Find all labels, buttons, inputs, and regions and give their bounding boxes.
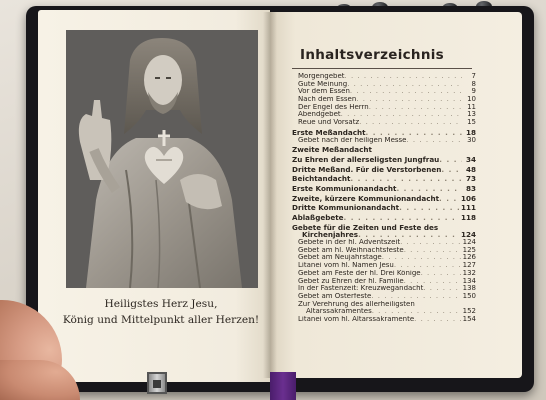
toc-leader-dots (406, 137, 462, 145)
toc-entry-label: Litanei vom hl. Altarssakramente (298, 315, 415, 323)
toc-entry-label: Gebete für die Zeiten und Feste des (292, 223, 439, 232)
toc-entry-page: 30 (467, 136, 476, 144)
toc-leader-dots (439, 156, 462, 164)
toc-entry (292, 224, 476, 232)
toc-leader-dots (356, 96, 462, 104)
toc-entry-label: Gute Meinung (298, 80, 348, 88)
toc-entry-page: 124 (462, 239, 476, 247)
toc-entry-label: Zweite, kürzere Kommunionandacht (292, 194, 440, 203)
toc-entry-label: Gebet am Feste der hl. Drei Könige (298, 269, 421, 277)
toc-leader-dots (358, 231, 459, 239)
toc-leader-dots (394, 262, 461, 270)
toc-leader-dots (441, 166, 462, 174)
toc-entry-page: 15 (467, 119, 476, 127)
toc-entry-page: 83 (465, 184, 476, 193)
toc-entry-page: 124 (460, 231, 476, 240)
toc-entry-label: Ablaßgebete (292, 214, 344, 222)
toc-leader-dots (400, 239, 461, 247)
toc-entry-label: Erste Meßandacht (292, 128, 366, 137)
toc-entry-label: Gebet am Neujahrstage (298, 254, 382, 262)
table-of-contents (292, 73, 476, 324)
toc-entry (292, 185, 476, 193)
toc-entry-page: 150 (462, 292, 476, 300)
toc-leader-dots (404, 278, 461, 286)
toc-entry-label: Zu Ehren der allerseligsten Jungfrau (292, 155, 440, 164)
toc-entry (292, 73, 476, 81)
toc-entry (292, 156, 476, 164)
toc-entry (292, 278, 476, 286)
toc-entry-page: 73 (465, 175, 476, 183)
sacred-heart-icon (66, 30, 258, 288)
toc-leader-dots (414, 316, 460, 324)
toc-leader-dots (404, 247, 461, 255)
toc-entry (292, 166, 476, 174)
toc-entry-page: 134 (462, 277, 476, 285)
toc-leader-dots (341, 111, 462, 119)
toc-leader-dots (439, 195, 459, 203)
toc-leader-dots (399, 204, 459, 212)
toc-entry-label: Altarssakramentes (306, 308, 372, 316)
toc-entry (292, 119, 476, 127)
toc-leader-dots (345, 73, 462, 81)
toc-entry-label: Morgengebet (298, 73, 345, 80)
toc-entry-label: Gebet zu Ehren der hl. Familie (298, 277, 404, 285)
toc-leader-dots (347, 81, 462, 89)
toc-entry (292, 175, 476, 183)
toc-leader-dots (423, 285, 460, 293)
toc-entry (292, 195, 476, 203)
caption-line-1: Heiligstes Herz Jesu, (104, 298, 218, 310)
toc-entry-page: 106 (460, 194, 476, 203)
toc-entry (292, 262, 476, 270)
toc-entry-page: 11 (467, 103, 476, 111)
toc-leader-dots (359, 119, 462, 127)
toc-entry-label: Dritte Meßand. Für die Verstorbenen (292, 165, 442, 174)
caption-line-2: König und Mittelpunkt aller Herzen! (62, 314, 260, 326)
toc-entry (292, 214, 476, 222)
toc-entry-page: 127 (462, 262, 476, 270)
toc-entry-label: Erste Kommunionandacht (292, 184, 397, 193)
toc-entry (292, 96, 476, 104)
toc-entry-label: Zur Verehrung des allerheiligsten (298, 300, 415, 308)
toc-entry-page: 48 (465, 165, 476, 174)
toc-leader-dots (396, 185, 462, 193)
toc-entry-label: In der Fastenzeit: Kreuzwegandacht (298, 285, 424, 293)
toc-entry-label: Gebete in der hl. Adventszeit (298, 239, 401, 247)
toc-entry-label: Zweite Meßandacht (292, 146, 372, 154)
toc-entry-page: 125 (462, 246, 476, 254)
toc-entry-label: Reue und Vorsatz (298, 119, 360, 127)
sacred-heart-engraving (66, 30, 258, 288)
toc-entry-label: Gebet nach der heiligen Messe (298, 136, 407, 144)
toc-entry-page: 34 (465, 155, 476, 164)
toc-entry (292, 81, 476, 89)
toc-leader-dots (371, 293, 460, 301)
toc-leader-dots (344, 214, 459, 222)
toc-entry-label: Gebet am hl. Weihnachtsfeste (298, 246, 404, 254)
toc-entry-page: 132 (462, 269, 476, 277)
toc-entry-page: 126 (462, 254, 476, 262)
toc-entry (292, 254, 476, 262)
toc-entry (292, 104, 476, 112)
toc-entry-label: Litanei vom hl. Namen Jesu (298, 262, 394, 270)
toc-entry (292, 301, 476, 309)
toc-leader-dots (372, 308, 461, 316)
toc-entry-page: 111 (460, 204, 476, 212)
toc-entry-page: 13 (467, 111, 476, 119)
toc-entry (292, 247, 476, 255)
clasp-slot (153, 380, 161, 388)
toc-leader-dots (350, 175, 462, 183)
toc-entry-page: 18 (465, 128, 476, 137)
toc-entry (292, 88, 476, 96)
toc-divider (292, 68, 472, 69)
toc-leader-dots (350, 88, 462, 96)
toc-entry (292, 231, 476, 239)
toc-entry-page: 8 (471, 80, 476, 88)
toc-entry-label: Nach dem Essen (298, 96, 357, 104)
toc-entry-page: 9 (471, 88, 476, 96)
toc-entry-page: 154 (462, 315, 476, 323)
toc-entry-label: Vor dem Essen (298, 88, 350, 96)
metal-clasp-icon (147, 372, 167, 394)
toc-entry-label: Abendgebet (298, 111, 341, 119)
toc-entry (292, 111, 476, 119)
toc-entry (292, 146, 476, 154)
toc-leader-dots (369, 104, 462, 112)
toc-entry (292, 137, 476, 145)
toc-leader-dots (366, 129, 462, 137)
toc-entry-page: 152 (462, 308, 476, 316)
toc-entry (292, 293, 476, 301)
image-caption (52, 296, 270, 328)
toc-leader-dots (421, 270, 461, 278)
toc-entry-page: 7 (471, 73, 476, 80)
toc-entry-label: Kirchenjahres (302, 231, 359, 240)
toc-entry (292, 316, 476, 324)
toc-entry-label: Der Engel des Herrn (298, 103, 369, 111)
toc-title: Inhaltsverzeichnis (300, 47, 445, 63)
toc-entry-page: 10 (467, 96, 476, 104)
toc-entry (292, 308, 476, 316)
toc-entry (292, 129, 476, 137)
toc-entry (292, 270, 476, 278)
toc-entry (292, 239, 476, 247)
toc-entry-page: 118 (460, 214, 476, 222)
toc-entry (292, 285, 476, 293)
toc-entry-label: Beichtandacht (292, 175, 351, 183)
toc-entry-label: Dritte Kommunionandacht (292, 204, 400, 212)
toc-leader-dots (382, 254, 461, 262)
toc-entry-label: Gebet am Osterfeste (298, 292, 372, 300)
toc-entry-page: 138 (462, 285, 476, 293)
toc-entry (292, 204, 476, 212)
bookmark-ribbon-icon[interactable] (270, 372, 296, 400)
